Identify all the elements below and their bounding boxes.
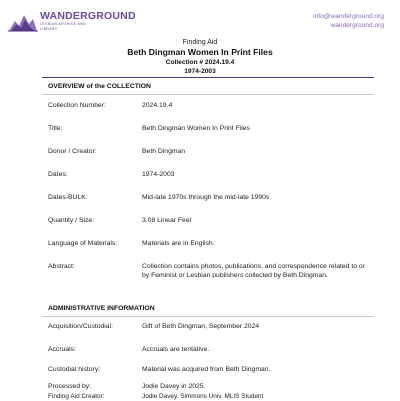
email-link[interactable]: info@wanderground.org	[313, 13, 384, 20]
overview-section-heading: OVERVIEW of the COLLECTION	[48, 83, 151, 90]
field-value: Material was acquired from Beth Dingman.	[142, 366, 271, 373]
field-value: Jodie Davey in 2025.	[142, 383, 206, 390]
collection-number-heading: Collection # 2024.19.4	[165, 59, 235, 66]
field-label: Quantity / Size:	[48, 217, 95, 224]
field-label: Dates:	[48, 171, 68, 178]
date-range-heading: 1974-2003	[184, 68, 216, 75]
field-label: Finding Aid Creator:	[48, 393, 105, 400]
field-label: Custodial history:	[48, 366, 101, 373]
field-label: Language of Materials:	[48, 240, 118, 247]
field-label: Acquisition/Custodial:	[48, 323, 113, 330]
administrative-section-heading: ADMINISTRATIVE INFORMATION	[48, 305, 155, 312]
field-label: Donor / Creator:	[48, 148, 97, 155]
field-label: Processed by:	[48, 383, 92, 390]
header-divider	[42, 77, 374, 78]
field-value: Collection contains photos, publications, and correspondence related to or by Feminist or Lesbian publishers collected by Beth Dingman.	[142, 263, 365, 279]
document-kicker: Finding Aid	[182, 39, 218, 46]
field-value: Accruals are tentative.	[142, 346, 210, 353]
field-value: Materials are in English.	[142, 240, 215, 247]
document-header	[0, 38, 400, 76]
field-label: Abstract:	[48, 263, 75, 270]
field-value: 1974-2003	[142, 171, 175, 178]
field-label: Dates-BULK:	[48, 194, 88, 201]
field-label: Collection Number:	[48, 102, 106, 109]
section-divider	[42, 94, 374, 95]
brand-subtitle: LESBIAN ARCHIVE AND LIBRARY	[40, 22, 87, 31]
brand-name: WANDERGROUND	[40, 10, 136, 23]
website-link[interactable]: wanderground.org	[330, 22, 384, 29]
contact-block	[313, 12, 384, 30]
field-label: Title:	[48, 125, 63, 132]
field-label: Accruals:	[48, 346, 76, 353]
field-value: Gift of Beth Dingman, September 2024	[142, 323, 260, 330]
wanderground-logo	[8, 9, 136, 33]
field-value: Jodie Davey, Simmons Univ. MLIS Student	[142, 393, 264, 400]
section-divider	[42, 316, 374, 317]
document-title: Beth Dingman Women In Print Files	[127, 47, 273, 57]
wanderground-logo-mark	[8, 9, 38, 33]
field-value: 2024.19.4	[142, 102, 173, 109]
field-value: Beth Dingman Women In Print Files	[142, 125, 250, 132]
field-value: Mid-late 1970s through the mid-late 1990s	[142, 194, 270, 201]
field-value: Beth Dingman	[142, 148, 186, 155]
field-value: 3.08 Linear Feet	[142, 217, 192, 224]
